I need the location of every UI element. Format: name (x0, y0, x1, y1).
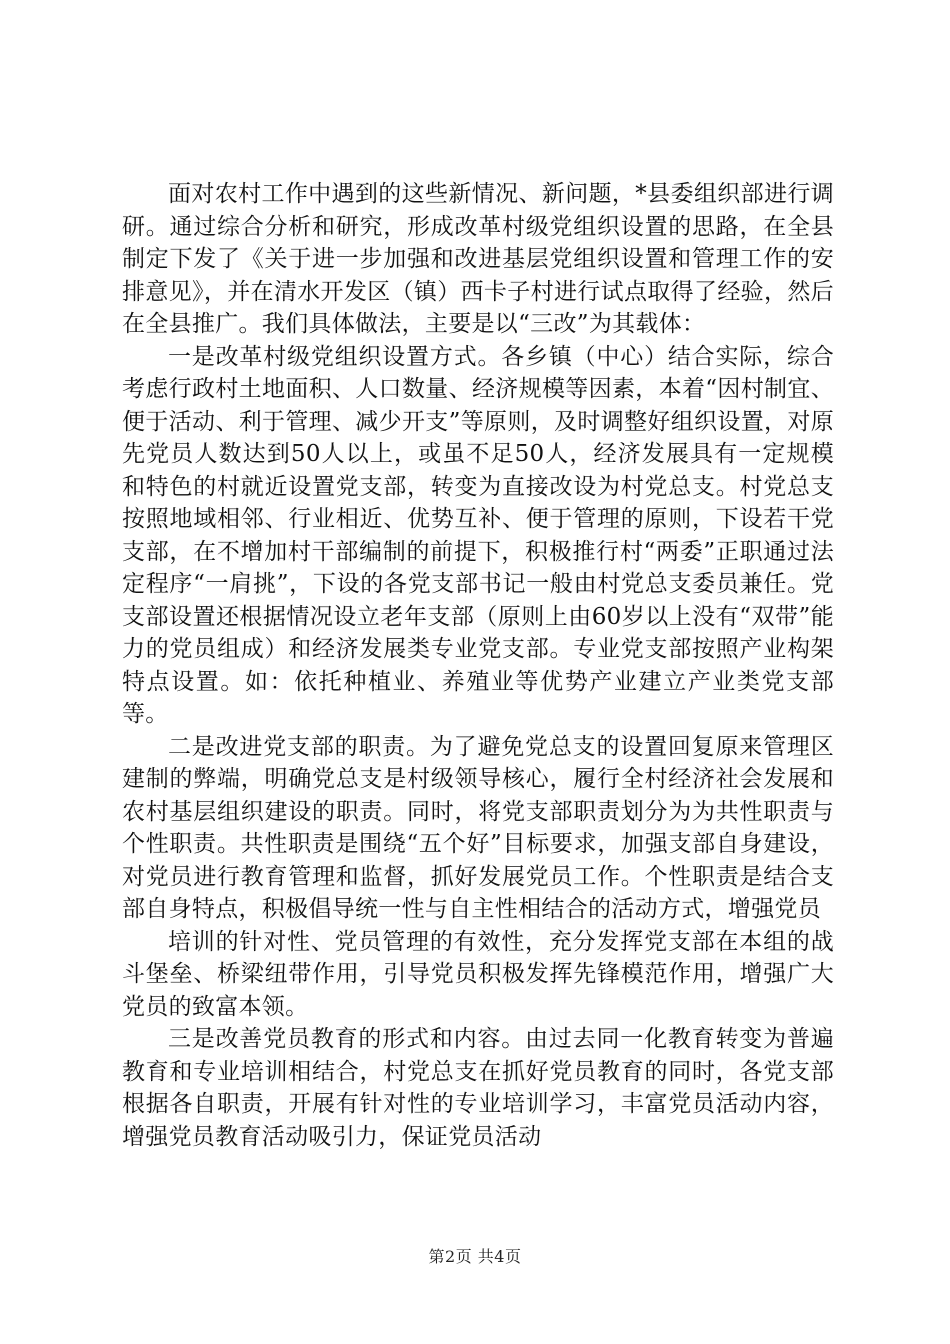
document-body (122, 178, 834, 1153)
paragraph-point-one: 一是改革村级党组织设置方式。各乡镇（中心）结合实际，综合考虑行政村土地面积、人口数量、经济规模等因素，本着“因村制宜、便于活动、利于管理、减少开支”等原则，及时调整好组织设置，对原先党员人数达到50人以上，或虽不足50人，经济发展具有一定规模和特色的村就近设置党支部，转变为直接改设为村党总支。村党总支按照地域相邻、行业相近、优势互补、便于管理的原则，下设若干党支部，在不增加村干部编制的前提下，积极推行村“两委”正职通过法定程序“一肩挑”，下设的各党支部书记一般由村党总支委员兼任。党支部设置还根据情况设立老年支部（原则上由60岁以上没有“双带”能力的党员组成）和经济发展类专业党支部。专业党支部按照产业构架特点设置。如：依托种植业、养殖业等优势产业建立产业类党支部等。 (122, 343, 834, 727)
paragraph-point-two: 二是改进党支部的职责。为了避免党总支的设置回复原来管理区建制的弊端，明确党总支是村级领导核心，履行全村经济社会发展和农村基层组织建设的职责。同时，将党支部职责划分为为共性职责与个性职责。共性职责是围绕“五个好”目标要求，加强支部自身建设，对党员进行教育管理和监督，抓好发展党员工作。个性职责是结合支部自身特点，积极倡导统一性与自主性相结合的活动方式，增强党员 (122, 733, 834, 922)
paragraph-point-three: 三是改善党员教育的形式和内容。由过去同一化教育转变为普遍教育和专业培训相结合，村党总支在抓好党员教育的同时，各党支部根据各自职责，开展有针对性的专业培训学习，丰富党员活动内容，增强党员教育活动吸引力，保证党员活动 (122, 1026, 834, 1150)
paragraph-continuation: 培训的针对性、党员管理的有效性，充分发挥党支部在本组的战斗堡垒、桥梁纽带作用，引导党员积极发挥先锋模范作用，增强广大党员的致富本领。 (122, 928, 834, 1020)
paragraph-intro: 面对农村工作中遇到的这些新情况、新问题，*县委组织部进行调研。通过综合分析和研究，形成改革村级党组织设置的思路，在全县制定下发了《关于进一步加强和改进基层党组织设置和管理工作的安排意见》，并在清水开发区（镇）西卡子村进行试点取得了经验，然后在全县推广。我们具体做法，主要是以“三改”为其载体： (122, 181, 834, 337)
page-number-footer: 第2页 共4页 (428, 1247, 522, 1266)
